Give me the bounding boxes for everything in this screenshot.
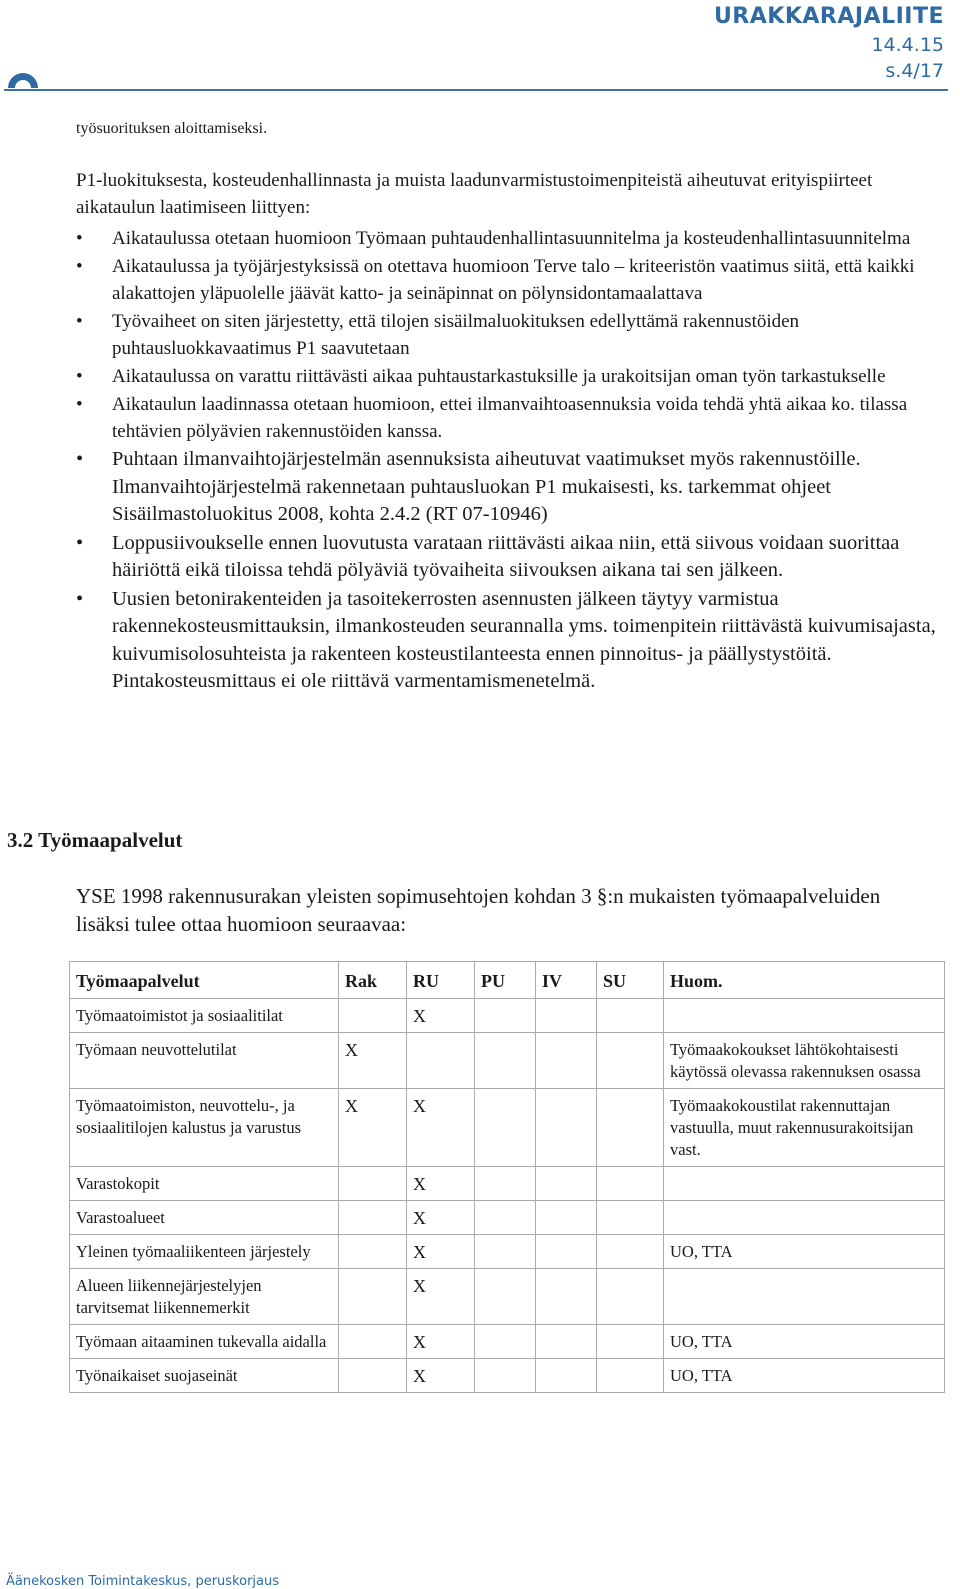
table-cell — [597, 1235, 664, 1269]
table-cell — [536, 999, 597, 1033]
table-cell — [475, 1325, 536, 1359]
table-cell — [597, 1359, 664, 1393]
table-cell — [597, 999, 664, 1033]
table-cell: Alueen liikennejärjestelyjen tarvitsemat liikennemerkit — [70, 1269, 339, 1325]
column-header: Rak — [339, 962, 407, 999]
table-cell: X — [407, 1089, 475, 1167]
list-item: • Aikataulussa ja työjärjestyksissä on otettava huomioon Terve talo – kriteeristön vaatimus siitä, että kaikki alakattojen yläpuolelle jäävät katto- ja seinäpinnat on pölynsidontamaalattava — [76, 253, 950, 307]
table-cell: X — [407, 1269, 475, 1325]
table-cell — [475, 1269, 536, 1325]
table-cell: X — [339, 1089, 407, 1167]
list-item: • Työvaiheet on siten järjestetty, että tilojen sisäilmaluokituksen edellyttämä rakennustöiden puhtausluokkavaatimus P1 saavutetaan — [76, 308, 950, 362]
table-cell — [475, 1359, 536, 1393]
list-item: • Puhtaan ilmanvaihtojärjestelmän asennuksista aiheutuvat vaatimukset myös rakennustöille. Ilmanvaihtojärjestelmä rakennetaan puhtausluokan P1 mukaisesti, ks. tarkemmat ohjeet Sisäilmastoluokitus 2008, kohta 2.4.2 (RT 07-10946) — [76, 446, 950, 529]
table-row — [70, 1235, 945, 1269]
table-cell — [536, 1201, 597, 1235]
site-services-table — [69, 961, 945, 1393]
list-item: • Aikataulussa otetaan huomioon Työmaan puhtaudenhallintasuunnitelma ja kosteudenhallintasuunnitelma — [76, 225, 950, 252]
table-cell — [475, 999, 536, 1033]
table-cell — [597, 1033, 664, 1089]
column-header: RU — [407, 962, 475, 999]
table-cell: UO, TTA — [664, 1359, 945, 1393]
table-cell — [339, 1235, 407, 1269]
table-cell — [597, 1089, 664, 1167]
table-cell: Työmaatoimistot ja sosiaalitilat — [70, 999, 339, 1033]
table-cell: Työmaatoimiston, neuvottelu-, ja sosiaalitilojen kalustus ja varustus — [70, 1089, 339, 1167]
table-cell — [339, 1269, 407, 1325]
table-row — [70, 1269, 945, 1325]
table-cell: Työnaikaiset suojaseinät — [70, 1359, 339, 1393]
table-cell — [664, 1167, 945, 1201]
table-cell — [536, 1269, 597, 1325]
table-cell: Työmaakokoukset lähtökohtaisesti käytössä olevassa rakennuksen osassa — [664, 1033, 945, 1089]
table-cell: UO, TTA — [664, 1235, 945, 1269]
table-cell: X — [407, 1201, 475, 1235]
page-number: s.4/17 — [885, 60, 944, 82]
table-cell — [664, 1269, 945, 1325]
p1-intro-paragraph: P1-luokituksesta, kosteudenhallinnasta ja muista laadunvarmistustoimenpiteistä aiheutuvat erityispiirteet aikataulun laatimiseen liittyen: — [76, 170, 873, 218]
list-item: • Aikataulun laadinnassa otetaan huomioon, ettei ilmanvaihtoasennuksia voida tehdä yhtä aikaa ko. tilassa tehtävien pölyävien rakennustöiden kanssa. — [76, 391, 950, 445]
column-header: PU — [475, 962, 536, 999]
column-header: Huom. — [664, 962, 945, 999]
table-cell — [536, 1033, 597, 1089]
table-cell — [475, 1201, 536, 1235]
table-cell — [536, 1325, 597, 1359]
table-cell: X — [407, 1167, 475, 1201]
section-heading: 3.2 Työmaapalvelut — [7, 828, 183, 852]
requirements-list — [76, 225, 950, 697]
table-header-row — [70, 962, 945, 999]
column-header: IV — [536, 962, 597, 999]
footer-text: Äänekosken Toimintakeskus, peruskorjaus — [6, 1574, 279, 1589]
table-cell — [664, 999, 945, 1033]
table-row — [70, 1167, 945, 1201]
table-cell: Varastoalueet — [70, 1201, 339, 1235]
table-cell: Työmaan neuvottelutilat — [70, 1033, 339, 1089]
table-cell — [597, 1269, 664, 1325]
table-cell — [536, 1089, 597, 1167]
table-cell — [407, 1033, 475, 1089]
document-date: 14.4.15 — [871, 34, 944, 56]
table-cell — [597, 1167, 664, 1201]
table-cell: X — [407, 999, 475, 1033]
table-cell — [475, 1235, 536, 1269]
table-cell — [339, 1167, 407, 1201]
column-header: Työmaapalvelut — [70, 962, 339, 999]
list-item: • Loppusiivoukselle ennen luovutusta varataan riittävästi aikaa niin, että siivous voidaan suorittaa häiriöttä eikä tiloissa tehdä pölyäviä työvaiheita siivouksen aikana tai sen jälkeen. — [76, 530, 950, 585]
table-cell: X — [407, 1235, 475, 1269]
document-title: URAKKARAJALIITE — [713, 4, 944, 29]
table-cell — [339, 999, 407, 1033]
table-cell — [664, 1201, 945, 1235]
table-row — [70, 1359, 945, 1393]
table-row — [70, 999, 945, 1033]
table-cell: Varastokopit — [70, 1167, 339, 1201]
header-divider — [4, 89, 948, 91]
document-header — [714, 0, 944, 84]
table-cell: Työmaakokoustilat rakennuttajan vastuulla, muut rakennusurakoitsijan vast. — [664, 1089, 945, 1167]
table-cell — [339, 1325, 407, 1359]
table-cell: Yleinen työmaaliikenteen järjestely — [70, 1235, 339, 1269]
table-cell: X — [407, 1359, 475, 1393]
table-cell — [536, 1359, 597, 1393]
table-cell — [536, 1235, 597, 1269]
table-row — [70, 1033, 945, 1089]
table-cell — [475, 1089, 536, 1167]
table-cell — [339, 1359, 407, 1393]
table-cell — [475, 1167, 536, 1201]
table-cell: UO, TTA — [664, 1325, 945, 1359]
column-header: SU — [597, 962, 664, 999]
list-item: • Uusien betonirakenteiden ja tasoitekerrosten asennusten jälkeen täytyy varmistua rakennekosteusmittauksin, ilmankosteuden seurannalla yms. toimenpitein riittävästä kuivumisajasta, kuivumisolosuhteista ja rakenteen kosteustilanteesta ennen pinnoitus- ja päällystystöitä. Pintakosteusmittaus ei ole riittävä varmentamismenetelmä. — [76, 586, 950, 696]
table-row — [70, 1089, 945, 1167]
table-row — [70, 1201, 945, 1235]
table-cell: Työmaan aitaaminen tukevalla aidalla — [70, 1325, 339, 1359]
table-row — [70, 1325, 945, 1359]
table-cell: X — [339, 1033, 407, 1089]
table-cell — [597, 1201, 664, 1235]
list-item: • Aikataulussa on varattu riittävästi aikaa puhtaustarkastuksille ja urakoitsijan oman työn tarkastukselle — [76, 363, 950, 390]
table-cell — [597, 1325, 664, 1359]
logo-icon — [6, 66, 40, 88]
table-cell: X — [407, 1325, 475, 1359]
section-paragraph: YSE 1998 rakennusurakan yleisten sopimusehtojen kohdan 3 §:n mukaisten työmaapalveluiden lisäksi tulee ottaa huomioon seuraavaa: — [76, 884, 881, 936]
continuation-text: työsuorituksen aloittamiseksi. — [76, 120, 268, 137]
table-cell — [339, 1201, 407, 1235]
table-cell — [475, 1033, 536, 1089]
table-cell — [536, 1167, 597, 1201]
